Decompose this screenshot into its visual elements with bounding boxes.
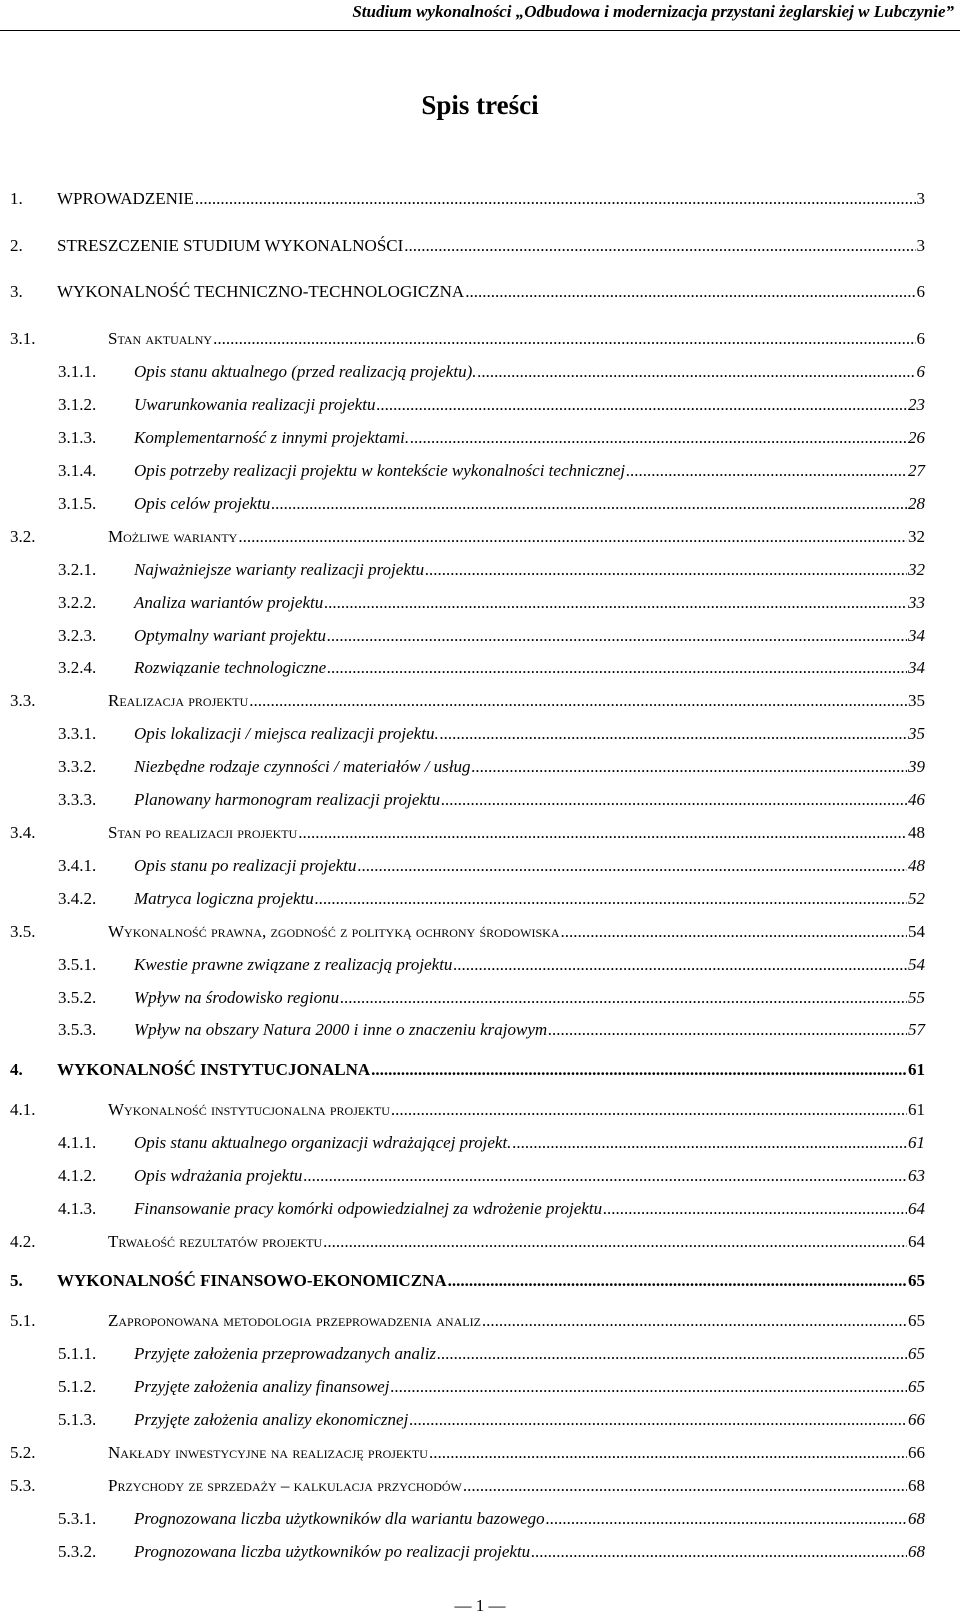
toc-entry-number: 3.5.1. xyxy=(58,955,97,974)
toc-entry-number: 5.1. xyxy=(10,1311,36,1330)
toc-entry-page: 3 xyxy=(916,236,925,255)
toc-entry-line xyxy=(134,1130,925,1156)
toc-entry-page: 33 xyxy=(908,593,925,612)
toc-entry-number: 4.1.1. xyxy=(58,1133,97,1152)
toc-entry-line xyxy=(134,721,925,747)
toc-entry[interactable] xyxy=(0,1341,960,1367)
toc-entry-label: Opis stanu aktualnego (przed realizacją projektu). xyxy=(134,362,477,381)
toc-entry[interactable] xyxy=(0,886,960,912)
toc-leader-dots xyxy=(327,655,907,681)
toc-leader-dots xyxy=(548,1017,907,1043)
toc-entry-page: 65 xyxy=(908,1377,925,1396)
toc-leader-dots xyxy=(271,491,907,517)
toc-entry-number: 5.3. xyxy=(10,1476,36,1495)
toc-entry-line xyxy=(134,623,925,649)
toc-entry-page: 6 xyxy=(916,329,925,348)
toc-entry-number: 2. xyxy=(10,236,23,255)
toc-entry-line xyxy=(134,1407,925,1433)
toc-entry-number: 5.3.1. xyxy=(58,1509,97,1528)
toc-leader-dots xyxy=(303,1163,907,1189)
toc-leader-dots xyxy=(409,1407,907,1433)
toc-entry-number: 3.1. xyxy=(10,329,36,348)
toc-entry-line xyxy=(134,1341,925,1367)
toc-entry-number: 1. xyxy=(10,189,23,208)
toc-entry-label: WYKONALNOŚĆ TECHNICZNO-TECHNOLOGICZNA xyxy=(57,282,465,301)
toc-entry-line xyxy=(57,186,925,212)
toc-entry-line xyxy=(134,359,925,385)
toc-entry[interactable] xyxy=(0,1057,960,1083)
toc-entry-line xyxy=(134,491,925,517)
toc-entry[interactable] xyxy=(0,1196,960,1222)
running-header xyxy=(0,0,960,31)
toc-leader-dots xyxy=(404,233,915,259)
toc-entry-number: 3.4. xyxy=(10,823,36,842)
toc-entry-page: 48 xyxy=(908,856,925,875)
toc-entry-number: 4.2. xyxy=(10,1232,36,1251)
toc-entry-line xyxy=(108,1473,925,1499)
toc-leader-dots xyxy=(340,985,907,1011)
toc-entry[interactable] xyxy=(0,557,960,583)
toc-entry-page: 6 xyxy=(916,362,925,381)
toc-entry-label: Przyjęte założenia przeprowadzanych analiz xyxy=(134,1344,437,1363)
toc-entry[interactable] xyxy=(0,491,960,517)
toc-entry-label: Matryca logiczna projektu xyxy=(134,889,314,908)
toc-entry-number: 5.1.3. xyxy=(58,1410,97,1429)
toc-entry-line xyxy=(134,425,925,451)
toc-entry-line xyxy=(134,392,925,418)
toc-entry-page: 28 xyxy=(908,494,925,513)
toc-entry-line xyxy=(108,1097,925,1123)
toc-entry-label: Wpływ na środowisko regionu xyxy=(134,988,340,1007)
toc-entry-line xyxy=(134,1163,925,1189)
toc-entry-label: Trwałość rezultatów projektu xyxy=(108,1232,323,1251)
toc-entry[interactable] xyxy=(0,1374,960,1400)
toc-leader-dots xyxy=(561,919,907,945)
toc-entry-line xyxy=(108,326,925,352)
toc-entry-label: Najważniejsze warianty realizacji projektu xyxy=(134,560,425,579)
toc-entry-number: 3.5.2. xyxy=(58,988,97,1007)
toc-entry-line xyxy=(134,557,925,583)
toc-entry-line xyxy=(134,1196,925,1222)
toc-entry-line xyxy=(134,1539,925,1565)
toc-entry-page: 66 xyxy=(908,1443,925,1462)
toc-leader-dots xyxy=(603,1196,907,1222)
header-text: Studium wykonalności „Odbudowa i modernizacja przystani żeglarskiej w Lubczynie” xyxy=(352,2,954,21)
toc-leader-dots xyxy=(376,392,907,418)
toc-entry-label: WPROWADZENIE xyxy=(57,189,194,208)
toc-entry[interactable] xyxy=(0,392,960,418)
toc-entry-label: Opis stanu po realizacji projektu xyxy=(134,856,357,875)
toc-entry[interactable] xyxy=(0,985,960,1011)
toc-entry-label: Prognozowana liczba użytkowników po realizacji projektu xyxy=(134,1542,531,1561)
toc-entry-label: WYKONALNOŚĆ FINANSOWO-EKONOMICZNA xyxy=(57,1271,447,1290)
toc-entry-page: 35 xyxy=(908,691,925,710)
toc-entry[interactable] xyxy=(0,1473,960,1499)
toc-leader-dots xyxy=(463,1473,907,1499)
toc-entry-page: 63 xyxy=(908,1166,925,1185)
toc-entry-line xyxy=(134,754,925,780)
toc-entry-label: Możliwe warianty xyxy=(108,527,238,546)
toc-entry-number: 3.5.3. xyxy=(58,1020,97,1039)
toc-entry-page: 61 xyxy=(908,1060,925,1079)
toc-entry-label: Uwarunkowania realizacji projektu xyxy=(134,395,376,414)
toc-entry[interactable] xyxy=(0,787,960,813)
toc-entry-page: 6 xyxy=(916,282,925,301)
toc-entry-number: 3.2.4. xyxy=(58,658,97,677)
toc-entry-label: Opis wdrażania projektu xyxy=(134,1166,303,1185)
toc-entry-number: 3.1.5. xyxy=(58,494,97,513)
toc-entry-line xyxy=(134,655,925,681)
toc-entry[interactable] xyxy=(0,1017,960,1043)
toc-entry-page: 57 xyxy=(908,1020,925,1039)
toc-entry-number: 5.2. xyxy=(10,1443,36,1462)
toc-entry-number: 3.2.3. xyxy=(58,626,97,645)
page-title: Spis treści xyxy=(421,90,539,120)
toc-leader-dots xyxy=(429,1440,907,1466)
toc-entry-number: 3.4.1. xyxy=(58,856,97,875)
toc-leader-dots xyxy=(327,623,907,649)
toc-entry-label: Wykonalność prawna, zgodność z polityką ochrony środowiska xyxy=(108,922,560,941)
toc-leader-dots xyxy=(626,458,907,484)
toc-entry-number: 5.1.1. xyxy=(58,1344,97,1363)
toc-entry[interactable] xyxy=(0,233,960,259)
toc-entry-page: 34 xyxy=(908,626,925,645)
toc-entry-line xyxy=(134,1374,925,1400)
toc-entry[interactable] xyxy=(0,326,960,352)
toc-entry-line xyxy=(108,1440,925,1466)
toc-entry-line xyxy=(134,458,925,484)
toc-entry-number: 4.1.3. xyxy=(58,1199,97,1218)
toc-entry-label: Niezbędne rodzaje czynności / materiałów / usług xyxy=(134,757,471,776)
toc-entry-line xyxy=(108,688,925,714)
toc-entry-page: 46 xyxy=(908,790,925,809)
toc-entry-page: 27 xyxy=(908,461,925,480)
toc-entry-number: 4. xyxy=(10,1060,23,1079)
toc-entry[interactable] xyxy=(0,359,960,385)
toc-entry-line xyxy=(134,985,925,1011)
toc-entry-number: 3.3.2. xyxy=(58,757,97,776)
toc-entry-number: 5.3.2. xyxy=(58,1542,97,1561)
toc-entry-page: 23 xyxy=(908,395,925,414)
toc-leader-dots xyxy=(410,425,907,451)
toc-entry-label: Stan po realizacji projektu xyxy=(108,823,298,842)
toc-entry[interactable] xyxy=(0,623,960,649)
toc-entry-page: 39 xyxy=(908,757,925,776)
toc-entry-number: 3.2. xyxy=(10,527,36,546)
toc-leader-dots xyxy=(324,590,907,616)
toc-entry-line xyxy=(57,279,925,305)
toc-entry-page: 64 xyxy=(908,1232,925,1251)
toc-entry-page: 35 xyxy=(908,724,925,743)
toc-leader-dots xyxy=(441,787,907,813)
toc-entry-page: 26 xyxy=(908,428,925,447)
toc-entry-label: Prognozowana liczba użytkowników dla wariantu bazowego xyxy=(134,1509,545,1528)
toc-entry[interactable] xyxy=(0,655,960,681)
toc-entry[interactable] xyxy=(0,590,960,616)
toc-entry[interactable] xyxy=(0,1097,960,1123)
toc-entry[interactable] xyxy=(0,952,960,978)
toc-entry[interactable] xyxy=(0,721,960,747)
toc-entry-number: 3.1.1. xyxy=(58,362,97,381)
toc-leader-dots xyxy=(238,524,907,550)
toc-entry-label: Nakłady inwestycyjne na realizację projektu xyxy=(108,1443,428,1462)
toc-entry-line xyxy=(134,886,925,912)
toc-entry-line xyxy=(108,820,925,846)
toc-leader-dots xyxy=(437,1341,907,1367)
toc-entry[interactable] xyxy=(0,820,960,846)
toc-entry-line xyxy=(57,1268,925,1294)
toc-entry-label: Wykonalność instytucjonalna projektu xyxy=(108,1100,390,1119)
toc-entry-label: Optymalny wariant projektu xyxy=(134,626,327,645)
toc-leader-dots xyxy=(391,1097,907,1123)
toc-entry-number: 3.4.2. xyxy=(58,889,97,908)
toc-leader-dots xyxy=(448,1268,907,1294)
toc-entry-line xyxy=(57,1057,925,1083)
toc-entry-label: Komplementarność z innymi projektami. xyxy=(134,428,410,447)
toc-entry-page: 3 xyxy=(916,189,925,208)
toc-entry-line xyxy=(108,524,925,550)
toc-entry-label: Opis celów projektu xyxy=(134,494,271,513)
toc-entry[interactable] xyxy=(0,1130,960,1156)
toc-entry-line xyxy=(134,1506,925,1532)
toc-entry[interactable] xyxy=(0,754,960,780)
toc-entry-page: 54 xyxy=(908,922,925,941)
toc-entry-number: 3.1.4. xyxy=(58,461,97,480)
toc-entry-number: 4.1. xyxy=(10,1100,36,1119)
toc-leader-dots xyxy=(249,688,907,714)
toc-entry-page: 52 xyxy=(908,889,925,908)
toc-entry-line xyxy=(134,1017,925,1043)
toc-entry[interactable] xyxy=(0,1407,960,1433)
toc-entry-label: Rozwiązanie technologiczne xyxy=(134,658,327,677)
toc-entry-page: 48 xyxy=(908,823,925,842)
toc-entry-label: Opis lokalizacji / miejsca realizacji projektu. xyxy=(134,724,439,743)
toc-entry-number: 3.3.1. xyxy=(58,724,97,743)
toc-leader-dots xyxy=(298,820,907,846)
toc-entry-number: 3.1.3. xyxy=(58,428,97,447)
toc-entry-number: 3.5. xyxy=(10,922,36,941)
toc-leader-dots xyxy=(477,359,915,385)
toc-entry[interactable] xyxy=(0,1308,960,1334)
toc-entry-label: Przyjęte założenia analizy ekonomicznej xyxy=(134,1410,409,1429)
toc-entry-line xyxy=(134,590,925,616)
toc-leader-dots xyxy=(213,326,915,352)
toc-entry-page: 65 xyxy=(908,1271,925,1290)
toc-entry-label: STRESZCZENIE STUDIUM WYKONALNOŚCI xyxy=(57,236,404,255)
toc-leader-dots xyxy=(482,1308,907,1334)
toc-entry-page: 32 xyxy=(908,527,925,546)
toc-leader-dots xyxy=(425,557,907,583)
toc-entry-label: Planowany harmonogram realizacji projektu xyxy=(134,790,441,809)
toc-entry-label: WYKONALNOŚĆ INSTYTUCJONALNA xyxy=(57,1060,371,1079)
toc-entry-line xyxy=(134,952,925,978)
toc-entry-page: 68 xyxy=(908,1542,925,1561)
toc-entry-number: 5.1.2. xyxy=(58,1377,97,1396)
toc-leader-dots xyxy=(531,1539,907,1565)
toc-entry[interactable] xyxy=(0,1163,960,1189)
toc-leader-dots xyxy=(440,721,907,747)
toc-leader-dots xyxy=(371,1057,907,1083)
toc-entry-label: Opis stanu aktualnego organizacji wdrażającej projekt. xyxy=(134,1133,512,1152)
toc-entry-page: 61 xyxy=(908,1133,925,1152)
toc-entry[interactable] xyxy=(0,1539,960,1565)
toc-entry-page: 55 xyxy=(908,988,925,1007)
toc-entry[interactable] xyxy=(0,524,960,550)
toc-entry-label: Przychody ze sprzedaży – kalkulacja przychodów xyxy=(108,1476,462,1495)
toc-entry-label: Wpływ na obszary Natura 2000 i inne o znaczeniu krajowym xyxy=(134,1020,548,1039)
toc-entry-label: Realizacja projektu xyxy=(108,691,249,710)
toc-entry-line xyxy=(108,919,925,945)
toc-entry-line xyxy=(108,1229,925,1255)
toc-leader-dots xyxy=(453,952,907,978)
toc-entry-number: 5. xyxy=(10,1271,23,1290)
toc-entry-line xyxy=(134,787,925,813)
toc-entry-label: Finansowanie pracy komórki odpowiedzialnej za wdrożenie projektu xyxy=(134,1199,603,1218)
toc-entry[interactable] xyxy=(0,186,960,212)
toc-leader-dots xyxy=(358,853,907,879)
toc-entry-page: 64 xyxy=(908,1199,925,1218)
toc-leader-dots xyxy=(315,886,907,912)
toc-entry-page: 61 xyxy=(908,1100,925,1119)
toc-leader-dots xyxy=(472,754,907,780)
toc-entry-number: 3.3. xyxy=(10,691,36,710)
page-number: — 1 — xyxy=(454,1596,506,1615)
toc-entry-page: 54 xyxy=(908,955,925,974)
toc-leader-dots xyxy=(546,1506,907,1532)
toc-leader-dots xyxy=(195,186,916,212)
toc-entry-label: Przyjęte założenia analizy finansowej xyxy=(134,1377,390,1396)
toc-entry[interactable] xyxy=(0,425,960,451)
toc-entry[interactable] xyxy=(0,688,960,714)
toc-entry-number: 3.2.2. xyxy=(58,593,97,612)
toc-entry-page: 65 xyxy=(908,1311,925,1330)
toc-entry[interactable] xyxy=(0,919,960,945)
toc-entry[interactable] xyxy=(0,1506,960,1532)
toc-entry-label: Kwestie prawne związane z realizacją projektu xyxy=(134,955,453,974)
toc-entry-number: 3.2.1. xyxy=(58,560,97,579)
toc-leader-dots xyxy=(512,1130,907,1156)
toc-entry-line xyxy=(108,1308,925,1334)
toc-entry[interactable] xyxy=(0,1268,960,1294)
toc-entry-label: Opis potrzeby realizacji projektu w kontekście wykonalności technicznej xyxy=(134,461,626,480)
toc-entry[interactable] xyxy=(0,853,960,879)
toc-entry[interactable] xyxy=(0,1229,960,1255)
toc-entry-label: Stan aktualny xyxy=(108,329,213,348)
toc-entry-page: 68 xyxy=(908,1476,925,1495)
toc-entry[interactable] xyxy=(0,279,960,305)
toc-leader-dots xyxy=(390,1374,907,1400)
toc-entry-page: 68 xyxy=(908,1509,925,1528)
toc-entry-label: Analiza wariantów projektu xyxy=(134,593,324,612)
toc-leader-dots xyxy=(465,279,915,305)
toc-entry-label: Zaproponowana metodologia przeprowadzenia analiz xyxy=(108,1311,481,1330)
toc-entry-number: 4.1.2. xyxy=(58,1166,97,1185)
toc-entry[interactable] xyxy=(0,1440,960,1466)
toc-entry-line xyxy=(57,233,925,259)
toc-entry-number: 3. xyxy=(10,282,23,301)
toc-entry-number: 3.3.3. xyxy=(58,790,97,809)
toc-entry-page: 32 xyxy=(908,560,925,579)
toc-entry[interactable] xyxy=(0,458,960,484)
toc-entry-page: 66 xyxy=(908,1410,925,1429)
toc-entry-page: 34 xyxy=(908,658,925,677)
toc-entry-page: 65 xyxy=(908,1344,925,1363)
toc-entry-number: 3.1.2. xyxy=(58,395,97,414)
toc-leader-dots xyxy=(323,1229,907,1255)
toc-entry-line xyxy=(134,853,925,879)
